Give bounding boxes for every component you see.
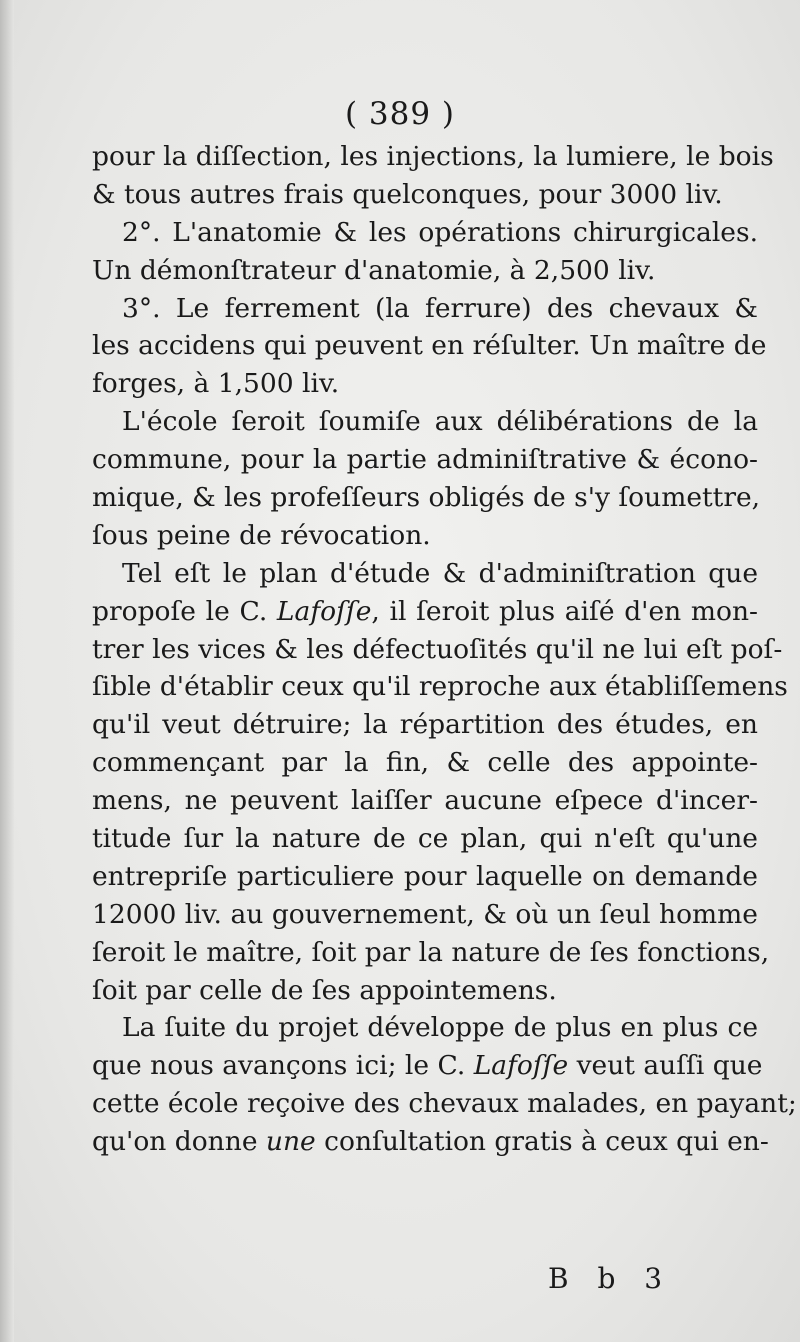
- text-line: que nous avançons ici; le C. Lafoſſe veut auſſi que: [92, 1050, 763, 1082]
- signature-mark: B b 3: [548, 1262, 673, 1295]
- page-edge-shadow: [0, 0, 14, 1342]
- text-line: pour la diſſection, les injections, la lumiere, le bois: [92, 141, 774, 172]
- text-line: propoſe le C. Lafoſſe, il ſeroit plus aiſé d'en mon-: [92, 595, 758, 627]
- text-line: commençant par la fin, & celle des appointe-: [92, 747, 758, 779]
- text-line: qu'on donne une conſultation gratis à ceux qui en-: [92, 1126, 769, 1158]
- text-line: ſible d'établir ceux qu'il reproche aux établiſſemens: [92, 671, 788, 703]
- text-line: mique, & les profeſſeurs obligés de s'y ſoumettre,: [92, 482, 761, 514]
- text-line: les accidens qui peuvent en réſulter. Un maître de: [92, 330, 767, 362]
- text-line: commune, pour la partie adminiſtrative & écono-: [92, 444, 758, 476]
- body-text: [92, 138, 797, 1161]
- text-line: ſoit par celle de ſes appointemens.: [92, 974, 557, 1006]
- text-line: trer les vices & les défectuoſités qu'il ne lui eſt poſ-: [92, 633, 783, 665]
- text-line: 12000 liv. au gouvernement, & où un ſeul homme: [92, 898, 758, 930]
- text-line: Un démonſtrateur d'anatomie, à 2,500 liv.: [92, 254, 656, 286]
- text-line: entrepriſe particuliere pour laquelle on demande: [92, 860, 758, 892]
- page-number: ( 389 ): [344, 96, 456, 132]
- text-line: 2°. L'anatomie & les opérations chirurgicales.: [122, 216, 758, 248]
- text-line: ſous peine de révocation.: [92, 519, 431, 551]
- text-line: Tel eſt le plan d'étude & d'adminiſtration que: [122, 557, 758, 589]
- text-line: L'école ſeroit ſoumiſe aux délibérations de la: [122, 406, 758, 438]
- text-line: qu'il veut détruire; la répartition des études, en: [92, 709, 758, 741]
- text-line: titude ſur la nature de ce plan, qui n'eſt qu'une: [92, 823, 758, 855]
- text-line: mens, ne peuvent laiſſer aucune eſpece d'incer-: [92, 785, 758, 817]
- text-line: 3°. Le ferrement (la ferrure) des chevaux &: [122, 292, 758, 324]
- text-line: & tous autres frais quelconques, pour 3000 liv.: [92, 178, 723, 210]
- text-line: La ſuite du projet développe de plus en plus ce: [122, 1012, 758, 1044]
- text-line: forges, à 1,500 liv.: [92, 368, 340, 400]
- text-line: cette école reçoive des chevaux malades, en payant;: [92, 1088, 797, 1120]
- text-line: ſeroit le maître, ſoit par la nature de ſes fonctions,: [92, 936, 770, 968]
